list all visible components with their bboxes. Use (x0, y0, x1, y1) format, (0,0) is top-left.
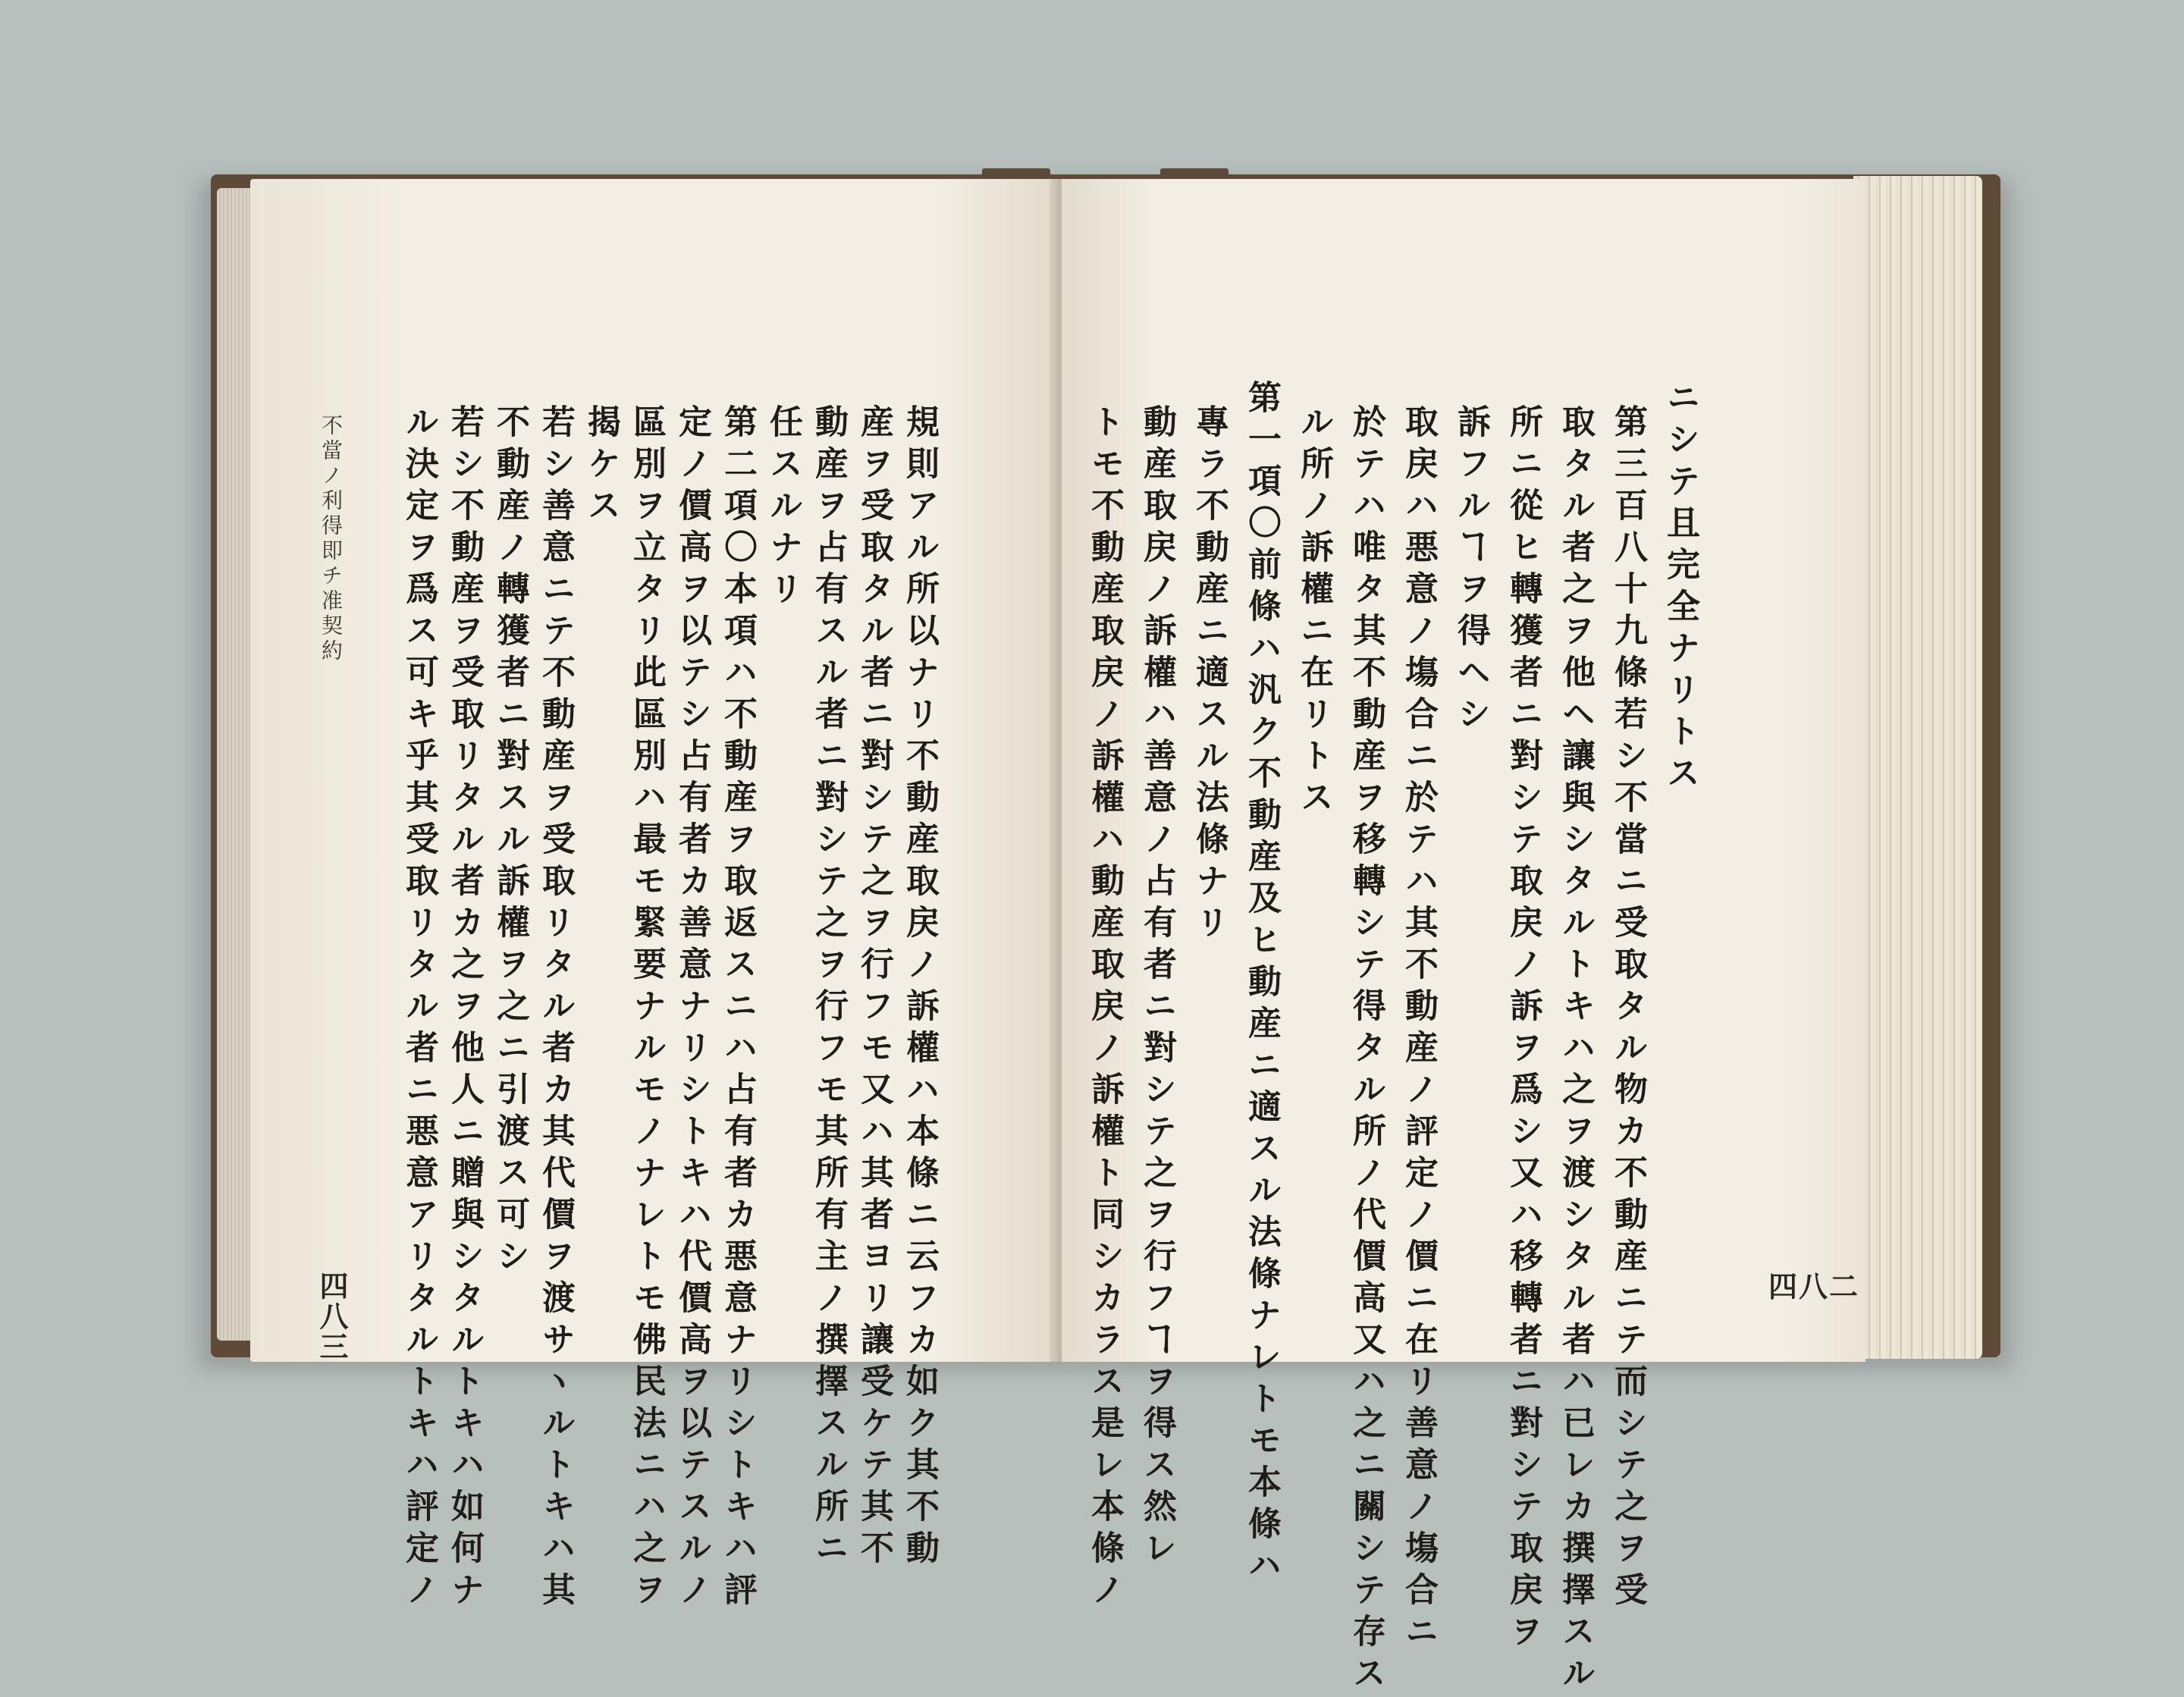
left-page (250, 179, 1054, 1614)
text-column: 第一項〇前條ハ汎ク不動産及ヒ動産ニ適スル法條ナレトモ本條ハ (1242, 380, 1281, 1589)
page-number: 四八三 (315, 1271, 349, 1362)
text-column: 於テハ唯タ其不動産ヲ移轉シテ得タル所ノ代價高又ハ之ニ關シテ存ス (1347, 404, 1385, 1697)
text-column: 專ラ不動産ニ適スル法條ナリ (1190, 404, 1228, 946)
text-column: 動産ヲ占有スル者ニ對シテ之ヲ行フモ其所有主ノ撰擇スル所ニ (809, 404, 848, 1572)
page-edge-right (1853, 176, 1982, 1359)
text-column: 動産取戻ノ訴權ハ善意ノ占有者ニ對シテ之ヲ行フヿヲ得ス然レ (1138, 404, 1176, 1572)
text-column: トモ不動産取戻ノ訴權ハ動産取戻ノ訴權ト同シカラス是レ本條ノ (1085, 404, 1124, 1614)
text-column: 訴フルヿヲ得ヘシ (1451, 404, 1490, 738)
text-column: ル決定ヲ爲ス可キ乎其受取リタル者ニ悪意アリタルトキハ評定ノ (400, 404, 438, 1614)
text-column: 第二項〇本項ハ不動産ヲ取返スニハ占有者カ悪意ナリシトキハ評 (718, 404, 757, 1614)
text-column: 第三百八十九條若シ不當ニ受取タル物カ不動産ニテ而シテ之ヲ受 (1608, 404, 1647, 1614)
text-column: 任スルナリ (764, 404, 802, 613)
text-column: ル所ノ訴權ニ在リトス (1294, 404, 1333, 821)
running-header: 不當ノ利得即チ准契約 (318, 414, 344, 664)
text-column: 若シ不動産ヲ受取リタル者カ之ヲ他人ニ贈與シタルトキハ如何ナ (445, 404, 484, 1614)
text-column: 區別ヲ立タリ此區別ハ最モ緊要ナルモノナレトモ佛民法ニハ之ヲ (627, 404, 666, 1614)
text-column: 不動産ノ轉獲者ニ對スル訴權ヲ之ニ引渡ス可シ (491, 404, 529, 1280)
page-number: 四八二 (1768, 1269, 1860, 1303)
text-column: 規則アル所以ナリ不動産取戻ノ訴權ハ本條ニ云フカ如ク其不動 (900, 404, 939, 1572)
text-column: 所ニ從ヒ轉獲者ニ對シテ取戻ノ訴ヲ爲シ又ハ移轉者ニ對シテ取戻ヲ (1504, 404, 1542, 1655)
right-page (1062, 179, 1866, 1697)
text-column: 産ヲ受取タル者ニ對シテ之ヲ行フモ又ハ其者ヨリ讓受ケテ其不 (855, 404, 893, 1572)
text-column: 取タル者之ヲ他ヘ讓與シタルトキハ之ヲ渡シタル者ハ已レカ撰擇スル (1556, 404, 1595, 1697)
text-column: 取戻ハ悪意ノ塲合ニ於テハ其不動産ノ評定ノ價ニ在リ善意ノ塲合ニ (1399, 404, 1438, 1655)
page-edge-left (217, 188, 250, 1341)
text-column: 定ノ價高ヲ以テシ占有者カ善意ナリシトキハ代價高ヲ以テスルノ (673, 404, 711, 1614)
text-column: 揭ケス (582, 404, 620, 529)
text-column: 若シ善意ニテ不動産ヲ受取リタル者カ其代價ヲ渡サヽルトキハ其 (536, 404, 575, 1614)
text-column: ニシテ且完全ナリトス (1661, 380, 1699, 797)
